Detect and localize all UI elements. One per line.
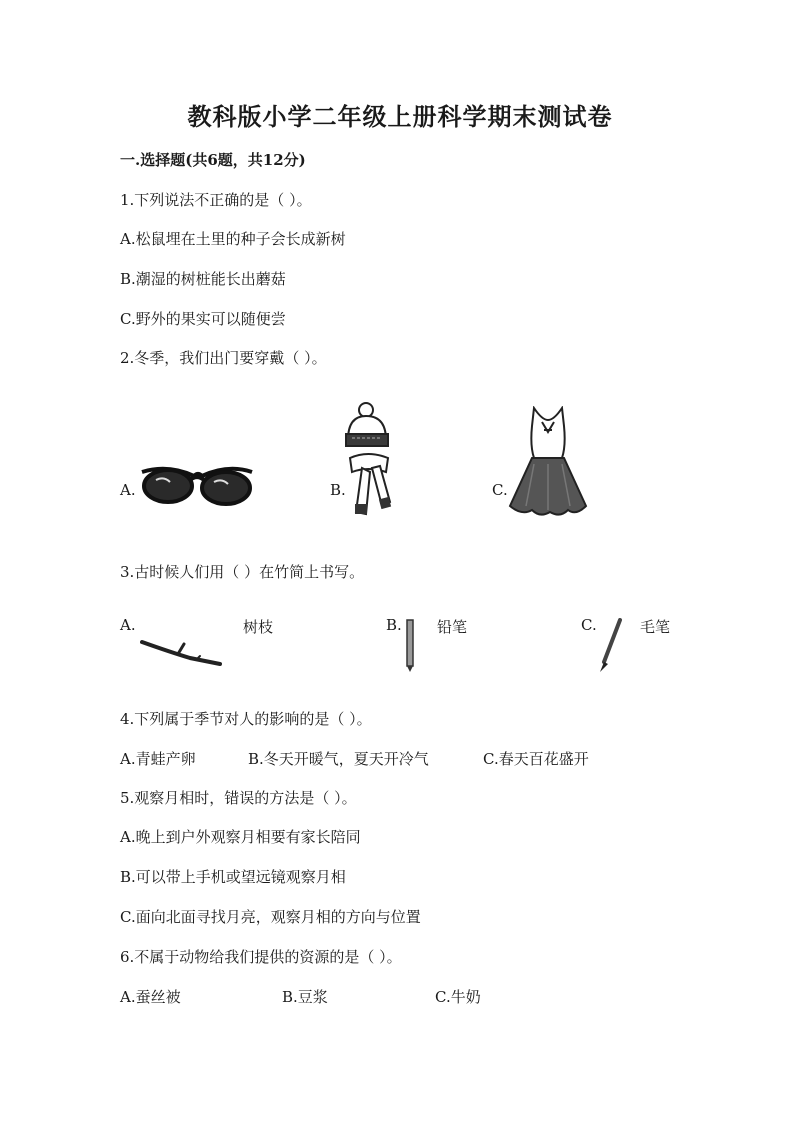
question-4-option-b[interactable]: B.冬天开暖气，夏天开冷气 bbox=[248, 750, 429, 768]
question-3-option-c[interactable]: C. bbox=[581, 616, 597, 634]
pencil-icon bbox=[404, 618, 416, 674]
question-2-option-a[interactable]: A. bbox=[120, 481, 136, 499]
question-5-option-c[interactable]: C.面向北面寻找月亮，观察月相的方向与位置 bbox=[120, 908, 421, 926]
question-1-option-b[interactable]: B.潮湿的树桩能长出蘑菇 bbox=[120, 270, 286, 288]
question-6-option-c[interactable]: C.牛奶 bbox=[435, 988, 481, 1006]
question-4-stem: 4.下列属于季节对人的影响的是（ ）。 bbox=[120, 710, 372, 728]
page-title: 教科版小学二年级上册科学期末测试卷 bbox=[187, 102, 613, 131]
question-3-option-b[interactable]: B. bbox=[386, 616, 402, 634]
hat-and-scarf-icon bbox=[342, 402, 394, 520]
question-3-option-b-text: 铅笔 bbox=[437, 618, 468, 636]
question-2-option-c[interactable]: C. bbox=[492, 481, 508, 499]
question-2-option-b[interactable]: B. bbox=[330, 481, 346, 499]
question-6-option-b[interactable]: B.豆浆 bbox=[282, 988, 328, 1006]
question-4-option-a[interactable]: A.青蛙产卵 bbox=[120, 750, 196, 768]
question-5-stem: 5.观察月相时，错误的方法是（ ）。 bbox=[120, 789, 357, 807]
question-3-option-a[interactable]: A. bbox=[120, 616, 136, 634]
question-6-stem: 6.不属于动物给我们提供的资源的是（ ）。 bbox=[120, 948, 402, 966]
question-6-option-a[interactable]: A.蚕丝被 bbox=[120, 988, 181, 1006]
question-3-option-a-text: 树枝 bbox=[243, 618, 274, 636]
question-2-stem: 2.冬季，我们出门要穿戴（ ）。 bbox=[120, 349, 327, 367]
question-1-option-c[interactable]: C.野外的果实可以随便尝 bbox=[120, 310, 286, 328]
question-5-option-a[interactable]: A.晚上到户外观察月相要有家长陪同 bbox=[120, 828, 361, 846]
question-5-option-b[interactable]: B.可以带上手机或望远镜观察月相 bbox=[120, 868, 346, 886]
question-1-stem: 1.下列说法不正确的是（ ）。 bbox=[120, 191, 312, 209]
sunglasses-icon bbox=[138, 462, 256, 508]
section-heading: 一.选择题(共6题，共12分) bbox=[120, 151, 306, 169]
question-1-option-a[interactable]: A.松鼠埋在土里的种子会长成新树 bbox=[120, 230, 346, 248]
question-3-option-c-text: 毛笔 bbox=[640, 618, 671, 636]
brush-pen-icon bbox=[596, 618, 624, 674]
question-4-option-c[interactable]: C.春天百花盛开 bbox=[483, 750, 589, 768]
dress-icon bbox=[506, 406, 590, 522]
twig-icon bbox=[140, 634, 224, 670]
question-3-stem: 3.古时候人们用（ ）在竹简上书写。 bbox=[120, 563, 365, 581]
